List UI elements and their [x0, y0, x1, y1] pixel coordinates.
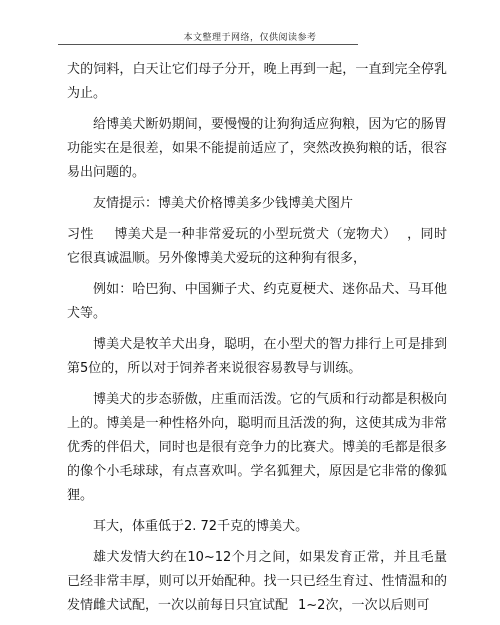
breeding-text-b: 1~2次，一次以后则可 [298, 598, 430, 613]
heading-habits: 习性 [67, 227, 94, 242]
paragraph-tip: 友情提示：博美犬价格博美多少钱博美犬图片 [93, 196, 354, 211]
breeding-text-a: 雄犬发情大约在10~12个月之间，如果发育正常，并且毛量已经非常丰厚，则可以开始配种。找一只已经生育过、性情温和的发情雌犬试配，一次以前每日只宜试配 [67, 550, 447, 613]
paragraph-weight: 耳大，体重低于2. 72千克的博美犬。 [93, 519, 309, 534]
page-header: 本文整理于网络，仅供阅读参考 [183, 33, 317, 43]
paragraph-weaning-diet: 给博美犬断奶期间，要慢慢的让狗狗适应狗粮，因为它的肠胃功能实在是很差，如果不能提前适应了，突然改换狗粮的话，很容易出问题的。 [67, 117, 447, 180]
document-body [67, 58, 447, 625]
paragraph-temperament [67, 223, 447, 271]
paragraph-weaning-end: 犬的饲料，白天让它们母子分开，晚上再到一起，一直到完全停乳为止。 [67, 62, 447, 101]
paragraph-examples: 例如：哈巴狗、中国狮子犬、约克夏梗犬、迷你品犬、马耳他犬等。 [67, 282, 447, 321]
header-divider [58, 44, 358, 45]
paragraph-intelligence: 博美犬是牧羊犬出身，聪明，在小型犬的智力排行上可是排到第5位的，所以对于饲养者来说很容易教导与训练。 [67, 337, 447, 376]
paragraph-breeding [67, 546, 447, 618]
paragraph-gait: 博美犬的步态骄傲，庄重而活泼。它的气质和行动都是积极向上的。博美是一种性格外向，聪明而且活泼的狗，这使其成为非常优秀的伴侣犬，同时也是很有竞争力的比赛犬。博美的毛都是很多的像个小毛球球，有点喜欢叫。学名狐狸犬，原因是它非常的像狐狸。 [67, 392, 447, 503]
temperament-text-b: ，同时它很真诚温顺。另外像博美犬爱玩的这种狗有很多， [67, 227, 447, 266]
temperament-text-a: 博美犬是一种非常爱玩的小型玩赏犬（宠物犬） [113, 227, 397, 242]
